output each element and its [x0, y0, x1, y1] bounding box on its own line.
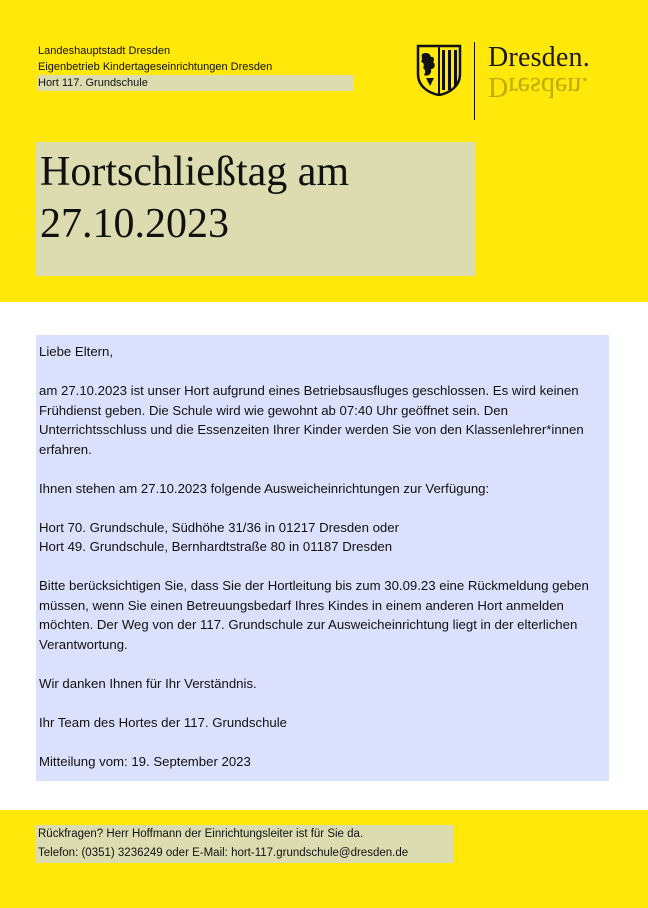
date-note: Mitteilung vom: 19. September 2023 — [39, 753, 251, 769]
alternative-hort-1: Hort 70. Grundschule, Südhöhe 31/36 in 01217 Dresden oder — [39, 519, 399, 535]
title-line-1: Hortschließtag am — [40, 149, 350, 195]
org-city: Landeshauptstadt Dresden — [38, 45, 171, 57]
thanks: Wir danken Ihnen für Ihr Verständnis. — [39, 675, 257, 691]
org-facility: Hort 117. Grundschule — [38, 75, 354, 91]
title-line-2: 27.10.2023 — [40, 201, 229, 247]
alternative-hort-2: Hort 49. Grundschule, Bernhardtstraße 80 in 01187 Dresden — [39, 539, 393, 554]
logo-wordmark-reflection: Dresden. — [488, 71, 589, 102]
letter-body — [36, 335, 609, 781]
title-box — [36, 142, 476, 276]
signature: Ihr Team des Hortes der 117. Grundschule — [39, 714, 288, 730]
contact-footer — [36, 825, 454, 863]
greeting: Liebe Eltern, — [39, 344, 114, 359]
logo-wordmark: Dresden. — [488, 42, 590, 73]
contact-phone-email: Telefon: (0351) 3236249 oder E-Mail: hort-117.grundschule@dresden.de — [36, 844, 454, 863]
page-title — [40, 146, 349, 250]
dresden-logo — [414, 40, 614, 122]
org-department: Eigenbetrieb Kindertageseinrichtungen Dresden — [38, 61, 273, 73]
paragraph-alternatives-intro: Ihnen stehen am 27.10.2023 folgende Ausweicheinrichtungen zur Verfügung: — [39, 480, 490, 496]
paragraph-closure: am 27.10.2023 ist unser Hort aufgrund eines Betriebsausfluges geschlossen. Es wird keinen Frühdienst geben. Die Schule wird wie gewohnt ab 07:40 Uhr geöffnet sein. Den Unterrichtsschluss und die Essenzeiten Ihrer Kinder werden Sie von den Klassenlehrer*innen erfahren. — [39, 383, 584, 457]
organization-block — [38, 43, 354, 91]
paragraph-registration: Bitte berücksichtigen Sie, dass Sie der Hortleitung bis zum 30.09.23 eine Rückmeldung geben müssen, wenn Sie einen Betreuungsbedarf Ihres Kindes in einem anderen Hort anmelden möchten. Der Weg von der 117. Grundschule zur Ausweicheinrichtung liegt in der elterlichen Verantwortung. — [39, 578, 589, 652]
logo-divider — [474, 42, 475, 120]
dresden-coat-of-arms-icon — [416, 44, 462, 96]
contact-line: Rückfragen? Herr Hoffmann der Einrichtungsleiter ist für Sie da. — [36, 825, 454, 844]
